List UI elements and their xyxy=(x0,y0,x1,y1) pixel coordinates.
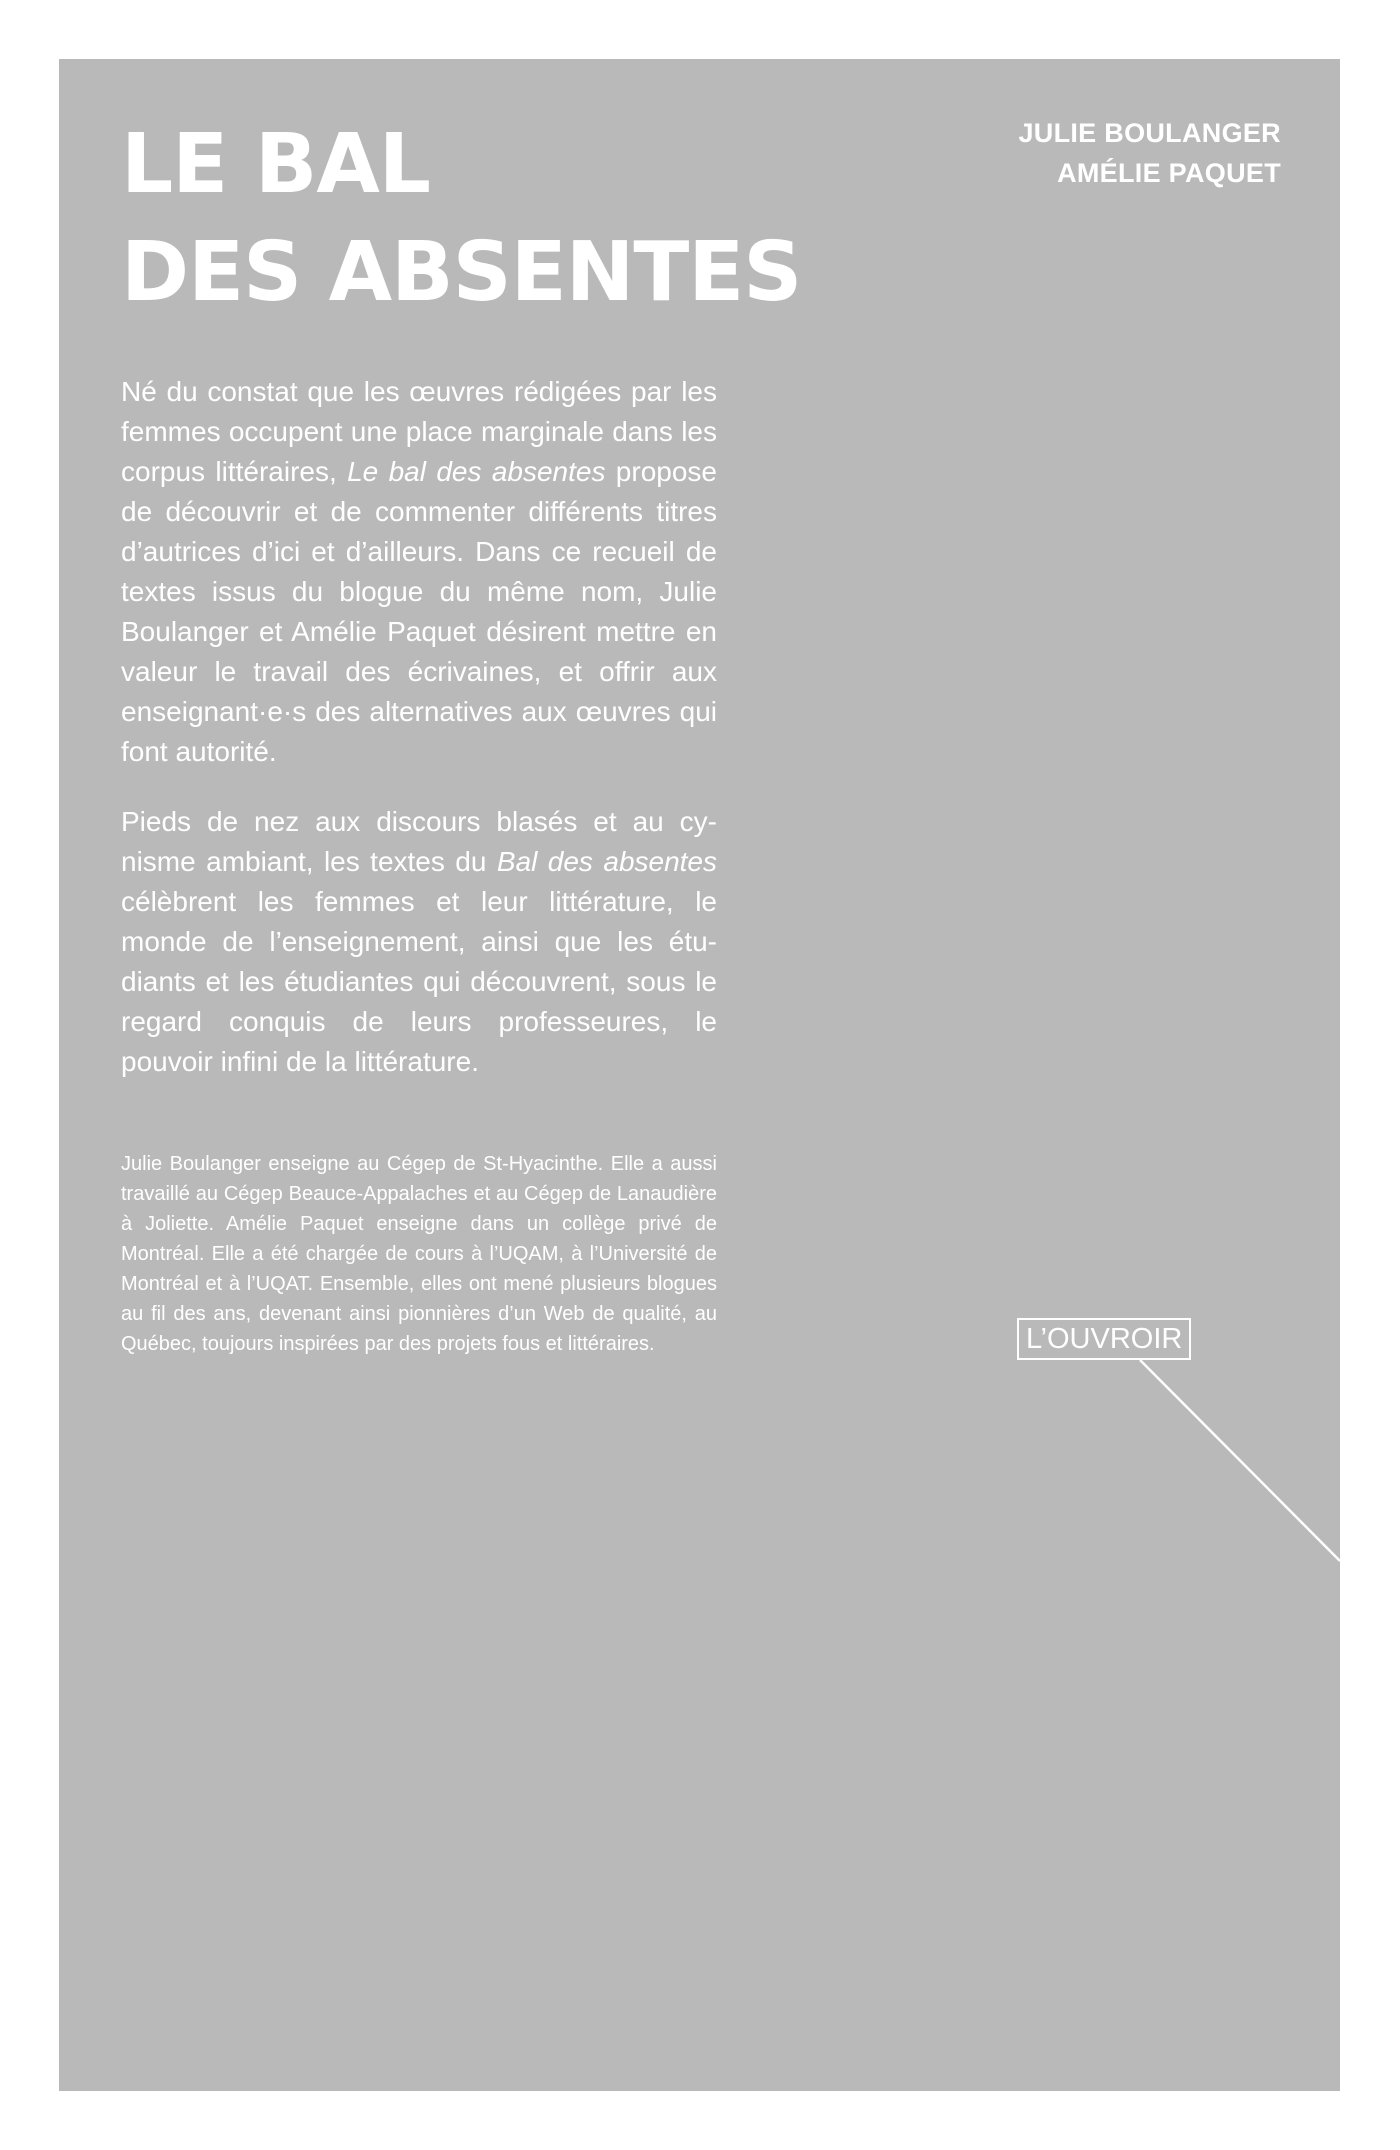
back-cover-blurb xyxy=(121,372,717,1112)
blurb-text: célèbrent les femmes et leur littérature, le monde de l’enseignement, ainsi que les étudiants et les étudiantes qui découvrent, sous le regard conquis de leurs professeures, le pouvoir infini de la littérature. xyxy=(121,886,717,1077)
book-title-line-2: DES ABSENTES xyxy=(121,225,802,320)
blurb-text: Né du constat que les œuvres rédigées par les femmes occupent une place marginale dans les corpus littéraires, xyxy=(121,376,717,487)
author-names xyxy=(1018,113,1281,193)
author-name: AMÉLIE PAQUET xyxy=(1057,158,1281,188)
blurb-text: propose de découvrir et de commenter différents titres d’autrices d’ici et d’ailleurs. Dans ce recueil de textes issus du blogue du même nom, Julie Boulanger et Amélie Paquet désirent mettre en valeur le travail des écrivaines, et offrir aux enseignant·e·s des alternatives aux œuvres qui font autorité. xyxy=(121,456,717,767)
author-name: JULIE BOULANGER xyxy=(1018,118,1281,148)
blurb-text: Pieds de nez aux discours blasés et au cynisme ambiant, les textes du xyxy=(121,806,717,877)
blurb-italic-title: Le bal des absentes xyxy=(347,456,606,487)
blurb-paragraph-1 xyxy=(121,372,717,772)
blurb-paragraph-2 xyxy=(121,802,717,1082)
publisher-logo: L’OUVROIR xyxy=(1017,1318,1191,1360)
author-bio: Julie Boulanger enseigne au Cégep de St-Hyacinthe. Elle a aussi travaillé au Cégep Beauce-Appalaches et au Cégep de Lanaudière à Joliette. Amélie Paquet enseigne dans un collège privé de Montréal. Elle a été chargée de cours à l’UQAM, à l’Université de Montréal et à l’UQAT. Ensemble, elles ont mené plusieurs blogues au fil des ans, devenant ainsi pionnières d’un Web de qualité, au Québec, toujours inspirées par des projets fous et littéraires. xyxy=(121,1153,717,1355)
book-title-line-1: LE BAL xyxy=(121,117,431,212)
book-title xyxy=(121,111,801,327)
blurb-italic-title: Bal des absentes xyxy=(496,846,718,877)
back-cover xyxy=(59,59,1340,2091)
